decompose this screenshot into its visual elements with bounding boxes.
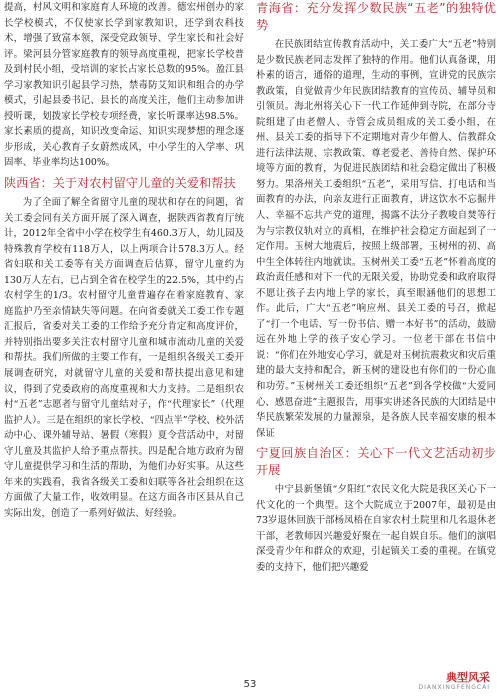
page-number: 53 bbox=[243, 679, 257, 690]
shaanxi-section-body: 为了全面了解全省留守儿童的现状和存在的问题，省关工委会同有关方面开展了深入调查，据陕西省教育厅统计，2012年全省中小学在校学生有460.3万人，幼儿园及特殊教育学校有118万人，以上两项合计578.3万人。经省妇联和关工委等有关方面调查后估算，留守儿童约为130万人左右，已占到全省在校学生的22.5%，其中约占农村学生的1/3。农村留守儿童普遍存在着家庭教育、家庭监护乃至亲情缺失等问题。在向省委就关工委工作专题汇报后，省委对关工委的工作给予充分肯定和高度评价，并特别指出要多关注农村留守儿童和城市流动儿童的关爱和帮扶。我们所做的主要工作有，一是组织各级关工委开展调查研究，对就留守儿童的关爱和帮扶提出意见和建议，得到了党委政府的高度重视和大力支持。二是组织农村“五老”志愿者与留守儿童结对子，作“代理家长”（代理监护人）。三是在组织的家长学校、“四点半”学校、校外活动中心、课外辅导站、暑假（寒假）夏令营活动中，对留守儿童及其监护人给予重点帮扶。四是配合地方政府为留守儿童提供学习和生活的帮助，为他们办好实事。从这些年来的实践看，我省各级关工委和妇联等各社会组织在这方面做了大量工作，收效明显。在这方面各市区县从自己实际出发，创造了一系列好做法、好经验。 bbox=[4, 197, 244, 519]
brand-name-cn: 典型风采 bbox=[446, 671, 490, 684]
qinghai-section-body: 在民族团结宣传教育活动中，关工委广大“五老”特别是少数民族老同志发挥了独特的作用。他们认真备课，用朴素的语言，通俗的道理，生动的事例，宣讲党的民族宗教政策，自觉做青少年民族团结教育的宣传员、辅导员和引领员。海北州将关心下一代工作延伸到寺院，在部分寺院组建了由老僧人、寺管会成员组成的关工委小组，在州、县关工委的指导下不定期地对青少年僧人、信教群众进行法律法规、宗教政策、尊老爱老、善待自然、保护环境等方面的教育，为促进民族团结和社会稳定做出了积极努力。果洛州关工委组织“五老”，采用写信、打电话和当面教育的办法，向亲友进行正面教育，讲这饮水不忘掘井人、幸福不忘共产党的道理，揭露不法分子教唆自焚等行为与宗教仪轨对立的真相，在维护社会稳定方面起到了一定作用。玉树大地震后，按照上级部署，玉树州的初、高中生全体转往内地就读。玉树州关工委“五老”怀着高度的政治责任感和对下一代的无限关爱，协助党委和政府取得不愿让孩子去内地上学的家长，真至眼涵他们的思想工作。此后，广大“五老”响应州、县关工委的号召，掀起了“打一个电话、写一份书信、赠一本好书”的活动，鼓励远在外地上学的孩子安心学习。一位老干部在书信中说：“你们在外地安心学习，就是对玉树抗震救灾和灾后重建的最大支持和配合，新玉树的建设也有你们的一份心血和功劳。”玉树州关工委还组织“五老”到各学校做“大爱同心、感恩奋进”主题报告，用事实讲述各民族的大团结是中华民族繁荣发展的力量源泉，是各族人民幸福安康的根本保证 bbox=[256, 39, 496, 439]
right-column bbox=[256, 0, 496, 576]
qinghai-section-title: 青海省：充分发挥少数民族“五老”的独特优势 bbox=[256, 1, 496, 32]
ningxia-section-title: 宁夏回族自治区：关心下一代文艺活动初步开展 bbox=[256, 446, 496, 478]
brand-name-en: DIANXINGFENGCAI bbox=[418, 684, 490, 691]
left-column bbox=[4, 0, 244, 522]
intro-paragraph: 提高，村风文明和家庭育人环境的改善。德宏州创办的家长学校模式，不仅使家长学到家教知识，还学到农科技术，增强了致富本领，深受党政领导、学生家长和社会好评。梁河县分管家庭教育的领导高度重视，把家长学校普及到村民小组，受培训的家长占家长总数的95%。盈江县学习家教知识引起县学习热，禁毒防艾知识和组合的办学模式，引起县委书记、县长的高度关注，他们主动参加讲授听课，划拨家长学校专项经费，家长听课率达98.5%。家长素质的提高，知识改变命运、知识实现梦想的理念逐步形成，关心教育子女蔚然成风，中小学生的入学率、巩固率、毕业率均达100%。 bbox=[4, 2, 244, 169]
brand-logo bbox=[419, 672, 490, 692]
ningxia-section-body: 中宁县新堡镇“夕阳红”农民文化大院是我区关心下一代文化的一个典型。这个大院成立于2007年，最初是由73岁退休回族干部杨凤梧在自家农村土院里和几名退休老干部，老教师因兴趣爱好聚在一起自娱自乐。他们的演唱深受青少年和群众的欢迎，引起镇关工委的重视。在镇党委的支持下，他们把兴趣爱 bbox=[256, 484, 496, 573]
shaanxi-section-title: 陕西省：关于对农村留守儿童的关爱和帮扶 bbox=[4, 176, 236, 191]
